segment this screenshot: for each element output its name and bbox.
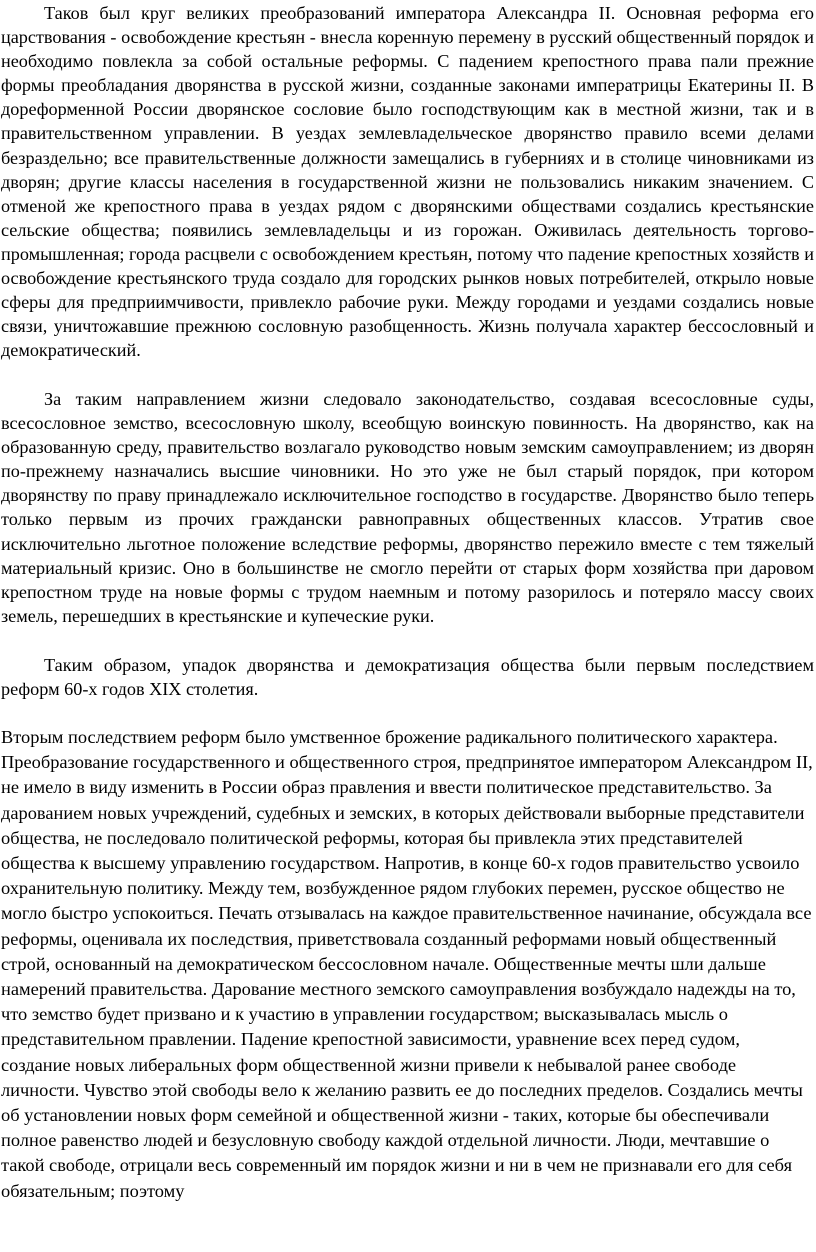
paragraph-4: Вторым последствием реформ было умственное брожение радикального политического характера. Преобразование государственного и общественного строя, предпринятое императором Александром II, не имело в виду изменить в России образ правления и ввести политическое представительство. За дарованием новых учреждений, судебных и земских, в которых действовали выборные представители общества, не последовало политической реформы, которая бы привлекла этих представителей общества к высшему управлению государством. Напротив, в конце 60-х годов правительство усвоило охранительную политику. Между тем, возбужденное рядом глубоких перемен, русское общество не могло быстро успокоиться. Печать отзывалась на каждое правительственное начинание, обсуждала все реформы, оценивала их последствия, приветствовала созданный реформами новый общественный строй, основанный на демократическом бессословном начале. Общественные мечты шли дальше намерений правительства. Дарование местного земского самоуправления возбуждало надежды на то, что земство будет призвано и к участию в управлении государством; высказывалась мысль о представительном правлении. Падение крепостной зависимости, уравнение всех перед судом, создание новых либеральных форм общественной жизни привели к небывалой ранее свободе личности. Чувство этой свободы вело к желанию развить ее до последних пределов. Создались мечты об установлении новых форм семейной и общественной жизни - таких, которые бы обеспечивали полное равенство людей и безусловную свободу каждой отдельной личности. Люди, мечтавшие о такой свободе, отрицали весь современный им порядок жизни и ни в чем не признавали его для себя обязательным; поэтому	[1, 727, 813, 1201]
paragraph-1: Таков был круг великих преобразований императора Александра II. Основная реформа его царствования - освобождение крестьян - внесла коренную перемену в русский общественный порядок и необходимо повлекла за собой остальные реформы. С падением крепостного права пали прежние формы преобладания дворянства в русской жизни, созданные законами императрицы Екатерины II. В дореформенной России дворянское сословие было господствующим как в местной жизни, так и в правительственном управлении. В уездах землевладельческое дворянство правило всеми делами безраздельно; все правительственные должности замещались в губерниях и в столице чиновниками из дворян; другие классы населения в государственной жизни не пользовались никаким значением. С отменой же крепостного права в уездах рядом с дворянскими обществами создались крестьянские сельские общества; появились землевладельцы и из горожан. Оживилась деятельность торгово-промышленная; города расцвели с освобождением крестьян, потому что падение крепостных хозяйств и освобождение крестьянского труда создало для городских рынков новых потребителей, открыло новые сферы для предприимчивости, привлекло рабочие руки. Между городами и уездами создались новые связи, уничтожавшие прежнюю сословную разобщенность. Жизнь получала характер бессословный и демократический.	[1, 3, 814, 361]
paragraph-2: За таким направлением жизни следовало законодательство, создавая всесословные суды, всесословное земство, всесословную школу, всеобщую воинскую повинность. На дворянство, как на образованную среду, правительство возлагало руководство новым земским самоуправлением; из дворян по-прежнему назначались высшие чиновники. Но это уже не был старый порядок, при котором дворянству по праву принадлежало исключительное господство в государстве. Дворянство было теперь только первым из прочих граждански равноправных общественных классов. Утратив свое исключительно льготное положение вследствие реформы, дворянство пережило вместе с тем тяжелый материальный кризис. Оно в большинстве не смогло перейти от старых форм хозяйства при даровом крепостном труде на новые формы с трудом наемным и потому разорилось и потеряло массу своих земель, перешедших в крестьянские и купеческие руки.	[1, 389, 814, 626]
paragraph-3: Таким образом, упадок дворянства и демократизация общества были первым последствием реформ 60-х годов XIX столетия.	[1, 655, 814, 700]
